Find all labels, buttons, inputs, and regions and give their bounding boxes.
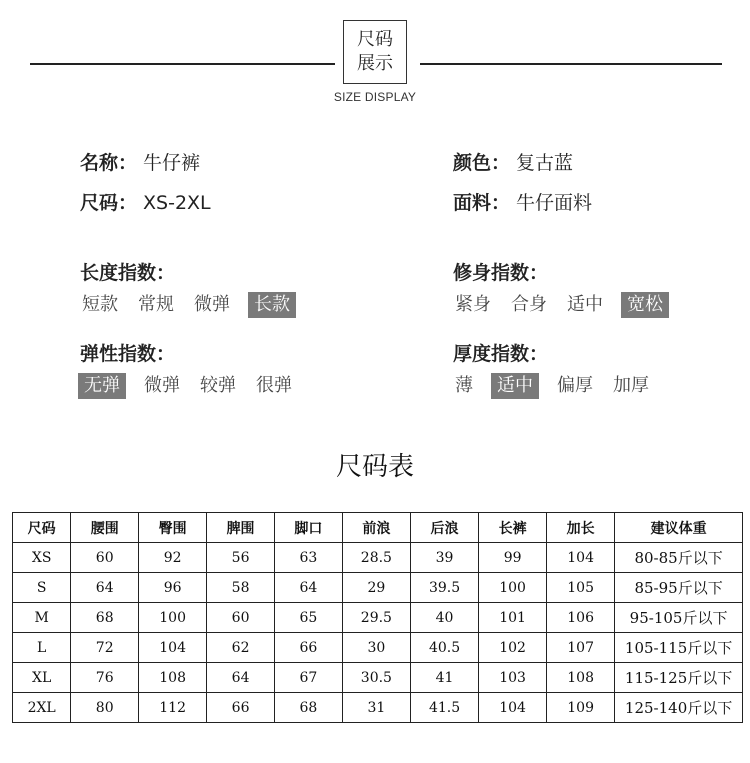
elastic-option: 很弹 <box>256 375 292 396</box>
size-table-cell: 106 <box>547 603 615 633</box>
size-table-cell: 109 <box>547 693 615 723</box>
size-table-cell: 30.5 <box>342 663 410 693</box>
size-table-cell: 85-95斤以下 <box>615 573 743 603</box>
size-table-cell: 102 <box>479 633 547 663</box>
title-line-2: 展示 <box>357 53 393 74</box>
header-line-right <box>420 63 722 65</box>
size-table-cell: 66 <box>274 633 342 663</box>
info-fabric <box>453 188 592 215</box>
size-table-cell: 68 <box>274 693 342 723</box>
size-table-row <box>13 633 743 663</box>
length-option: 短款 <box>82 294 118 315</box>
size-table-cell: 62 <box>207 633 275 663</box>
length-index-options <box>80 292 312 318</box>
size-table-cell: 80-85斤以下 <box>615 543 743 573</box>
size-table-cell: 66 <box>207 693 275 723</box>
size-table-cell: 105-115斤以下 <box>615 633 743 663</box>
size-table-cell: 60 <box>207 603 275 633</box>
size-table-cell: 39.5 <box>410 573 478 603</box>
length-option-selected: 长款 <box>248 292 296 318</box>
elastic-index-options <box>78 373 310 399</box>
size-table-cell: 67 <box>274 663 342 693</box>
size-table-row <box>13 603 743 633</box>
size-table-cell: 95-105斤以下 <box>615 603 743 633</box>
length-option: 微弹 <box>194 294 230 315</box>
size-table-cell: 58 <box>207 573 275 603</box>
size-table-cell: 28.5 <box>342 543 410 573</box>
size-table-header-cell: 长裤 <box>479 513 547 543</box>
size-table-cell: 63 <box>274 543 342 573</box>
size-table-header-cell: 前浪 <box>342 513 410 543</box>
size-table-cell: 56 <box>207 543 275 573</box>
size-table-cell: S <box>13 573 71 603</box>
fit-option-selected: 宽松 <box>621 292 669 318</box>
size-table-cell: 64 <box>274 573 342 603</box>
size-table-header-cell: 臀围 <box>139 513 207 543</box>
size-table-cell: 104 <box>547 543 615 573</box>
size-table-cell: 96 <box>139 573 207 603</box>
fit-option: 合身 <box>511 294 547 315</box>
info-color-value: 复古蓝 <box>516 152 574 174</box>
info-name <box>80 148 200 175</box>
info-size-value: XS-2XL <box>143 192 211 214</box>
size-table-cell: 31 <box>342 693 410 723</box>
size-table-cell: XL <box>13 663 71 693</box>
size-table-cell: 100 <box>139 603 207 633</box>
info-fabric-label: 面料： <box>453 192 511 214</box>
thickness-option: 薄 <box>455 375 473 396</box>
size-table-cell: 80 <box>71 693 139 723</box>
size-table-cell: 2XL <box>13 693 71 723</box>
length-option: 常规 <box>138 294 174 315</box>
size-table-cell: 29 <box>342 573 410 603</box>
info-fabric-value: 牛仔面料 <box>516 192 593 214</box>
thickness-option: 加厚 <box>613 375 649 396</box>
size-table-cell: 105 <box>547 573 615 603</box>
size-table-cell: 29.5 <box>342 603 410 633</box>
size-table-row <box>13 693 743 723</box>
size-table-cell: 104 <box>139 633 207 663</box>
fit-index-options <box>453 292 685 318</box>
size-table-cell: 64 <box>71 573 139 603</box>
size-table-cell: 115-125斤以下 <box>615 663 743 693</box>
thickness-index-label: 厚度指数： <box>453 343 549 365</box>
size-table-cell: 41.5 <box>410 693 478 723</box>
size-table <box>12 512 743 723</box>
size-table-cell: XS <box>13 543 71 573</box>
size-table-header-cell: 加长 <box>547 513 615 543</box>
size-table-cell: 108 <box>139 663 207 693</box>
size-table-header-row <box>13 513 743 543</box>
size-table-header-cell: 脚口 <box>274 513 342 543</box>
size-table-header-cell: 脾围 <box>207 513 275 543</box>
size-table-cell: 101 <box>479 603 547 633</box>
size-table-row <box>13 663 743 693</box>
info-color-label: 颜色： <box>453 152 511 174</box>
size-table-cell: 40 <box>410 603 478 633</box>
fit-index-label: 修身指数： <box>453 262 549 284</box>
size-table-cell: 68 <box>71 603 139 633</box>
info-size <box>80 188 211 215</box>
size-table-row <box>13 573 743 603</box>
size-table-header-cell: 建议体重 <box>615 513 743 543</box>
size-table-cell: 72 <box>71 633 139 663</box>
size-table-cell: 104 <box>479 693 547 723</box>
size-display-title-box <box>343 20 407 84</box>
size-table-header-cell: 腰围 <box>71 513 139 543</box>
size-table-cell: 92 <box>139 543 207 573</box>
size-table-cell: 112 <box>139 693 207 723</box>
header-line-left <box>30 63 335 65</box>
size-table-cell: 99 <box>479 543 547 573</box>
fit-option: 适中 <box>567 294 603 315</box>
size-table-cell: 60 <box>71 543 139 573</box>
size-table-cell: M <box>13 603 71 633</box>
info-size-label: 尺码： <box>80 192 138 214</box>
size-table-cell: 40.5 <box>410 633 478 663</box>
elastic-option: 较弹 <box>200 375 236 396</box>
size-table-cell: 76 <box>71 663 139 693</box>
fit-option: 紧身 <box>455 294 491 315</box>
thickness-option-selected: 适中 <box>491 373 539 399</box>
title-subtitle: SIZE DISPLAY <box>333 90 417 104</box>
size-table-cell: 30 <box>342 633 410 663</box>
size-table-cell: 103 <box>479 663 547 693</box>
size-table-cell: 39 <box>410 543 478 573</box>
elastic-index-label: 弹性指数： <box>80 343 176 365</box>
size-table-cell: 41 <box>410 663 478 693</box>
size-table-cell: 65 <box>274 603 342 633</box>
info-name-label: 名称： <box>80 152 138 174</box>
size-table-cell: 108 <box>547 663 615 693</box>
elastic-option: 微弹 <box>144 375 180 396</box>
size-table-cell: 100 <box>479 573 547 603</box>
size-table-cell: L <box>13 633 71 663</box>
size-table-title: 尺码表 <box>335 452 414 482</box>
size-table-cell: 125-140斤以下 <box>615 693 743 723</box>
size-table-cell: 107 <box>547 633 615 663</box>
size-table-header-cell: 后浪 <box>410 513 478 543</box>
thickness-index-options <box>453 373 667 399</box>
info-name-value: 牛仔裤 <box>143 152 201 174</box>
thickness-option: 偏厚 <box>557 375 593 396</box>
title-line-1: 尺码 <box>357 29 393 50</box>
elastic-option-selected: 无弹 <box>78 373 126 399</box>
size-table-header-cell: 尺码 <box>13 513 71 543</box>
length-index-label: 长度指数： <box>80 262 176 284</box>
info-color <box>453 148 573 175</box>
size-table-cell: 64 <box>207 663 275 693</box>
size-table-row <box>13 543 743 573</box>
